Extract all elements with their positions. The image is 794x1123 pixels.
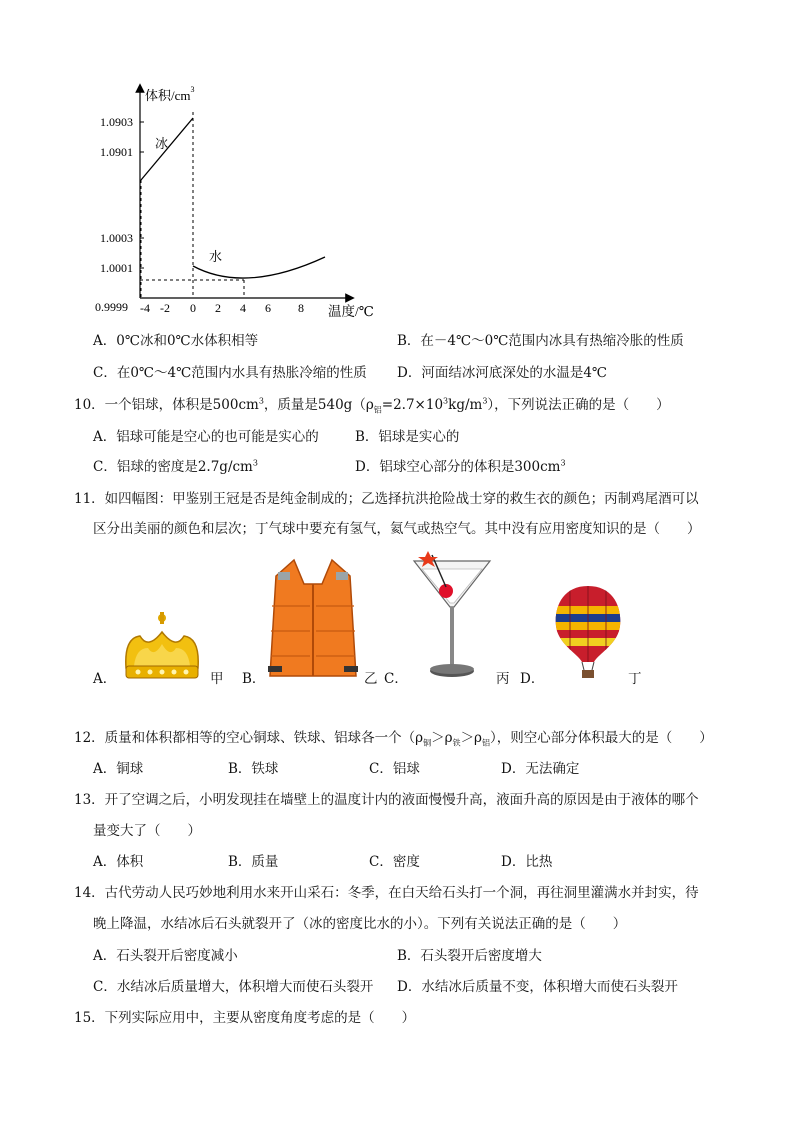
q10-option-b: B．铝球是实心的: [355, 429, 460, 445]
q10-option-a: A．铝球可能是空心的也可能是实心的: [93, 429, 319, 445]
x-tick-label: 4: [240, 301, 246, 315]
volume-temperature-graph: [95, 80, 385, 325]
x-tick-label: 6: [265, 301, 271, 315]
q13-option-a: A．体积: [93, 854, 144, 870]
x-tick-label: 0: [190, 301, 196, 315]
q9-option-d: D．河面结冰河底深处的水温是4℃: [397, 365, 608, 381]
y-tick-label: 1.0003: [100, 231, 133, 245]
q11-option-c: C．: [384, 671, 408, 687]
q11-label-jia: 甲: [210, 671, 224, 687]
y-axis-label: 体积$/cm^3$: [145, 85, 195, 103]
q12-option-b: B．铁球: [228, 761, 279, 777]
y-tick-label: 1.0001: [100, 261, 133, 275]
q14-option-a: A．石头裂开后密度减小: [93, 948, 238, 964]
q11-label-yi: 乙: [364, 671, 378, 687]
q11-option-a: A．: [93, 671, 117, 687]
q9-option-b: B．在－4℃～0℃范围内冰具有热缩冷胀的性质: [397, 333, 684, 349]
ice-label: 冰: [155, 136, 169, 151]
q9-option-c: C．在0℃～4℃范围内水具有热胀冷缩的性质: [93, 365, 367, 381]
q13-option-d: D．比热: [501, 854, 553, 870]
y-tick-label: 1.0903: [100, 115, 133, 129]
hot-air-balloon-image: [552, 584, 624, 680]
life-vest-image: [266, 556, 360, 688]
y-tick-label: 0.9999: [95, 300, 128, 314]
q12-stem: 12．质量和体积都相等的空心铜球、铁球、铝球各一个$(\rho_铜>\rho_铁>\rho_铝)$，则空心部分体积最大的是（ ）: [74, 730, 713, 748]
q14-option-d: D．水结冰后质量不变，体积增大而使石头裂开: [397, 979, 678, 995]
q15-stem: 15．下列实际应用中，主要从密度角度考虑的是（ ）: [74, 1010, 416, 1026]
q14-stem-line2: 晚上降温，水结冰后石头就裂开了（冰的密度比水的小）。下列有关说法正确的是（ ）: [93, 916, 627, 932]
x-axis-label: 温度/℃: [328, 304, 374, 319]
q11-label-bing: 丙: [496, 671, 510, 687]
q12-option-c: C．铝球: [369, 761, 420, 777]
cocktail-glass-image: [410, 547, 494, 687]
q13-stem-line1: 13．开了空调之后，小明发现挂在墙壁上的温度计内的液面慢慢升高，液面升高的原因是由于液体的哪个: [74, 792, 699, 808]
x-tick-label: 2: [215, 301, 221, 315]
q10-option-d: D．铝球空心部分的体积是$300cm^3$: [355, 458, 566, 475]
crown-image: [118, 608, 206, 688]
q10-option-c: C．铝球的密度是$2.7g/cm^3$: [93, 458, 258, 475]
q14-stem-line1: 14．古代劳动人民巧妙地利用水来开山采石：冬季，在白天给石头打一个洞，再往洞里灌满水并封实，待: [74, 885, 699, 901]
q13-option-c: C．密度: [369, 854, 420, 870]
q14-option-b: B．石头裂开后密度增大: [397, 948, 542, 964]
q11-option-d: D．: [520, 671, 545, 687]
q12-option-a: A．铜球: [93, 761, 144, 777]
x-tick-label: -2: [160, 301, 170, 315]
q11-stem-line1: 11．如四幅图：甲鉴别王冠是否是纯金制成的；乙选择抗洪抢险战士穿的救生衣的颜色；丙制鸡尾酒可以: [74, 491, 699, 507]
q12-option-d: D．无法确定: [501, 761, 580, 777]
q9-option-a: A．0℃冰和0℃水体积相等: [93, 333, 259, 349]
q13-option-b: B．质量: [228, 854, 279, 870]
y-tick-label: 1.0901: [100, 145, 133, 159]
q11-option-b: B．: [242, 671, 266, 687]
q13-stem-line2: 量变大了（ ）: [93, 823, 201, 839]
x-tick-label: 8: [298, 301, 304, 315]
x-tick-label: -4: [140, 301, 150, 315]
q10-stem: 10．一个铝球，体积是$500cm^3$，质量是$540g(\rho_铝=2.7\times 10^3kg/m^3)$，下列说法正确的是（ ）: [74, 396, 670, 415]
q11-label-ding: 丁: [628, 671, 642, 687]
q11-stem-line2: 区分出美丽的颜色和层次；丁气球中要充有氢气，氦气或热空气。其中没有应用密度知识的是（ ）: [93, 521, 701, 537]
water-label: 水: [209, 249, 223, 264]
q14-option-c: C．水结冰后质量增大，体积增大而使石头裂开: [93, 979, 374, 995]
